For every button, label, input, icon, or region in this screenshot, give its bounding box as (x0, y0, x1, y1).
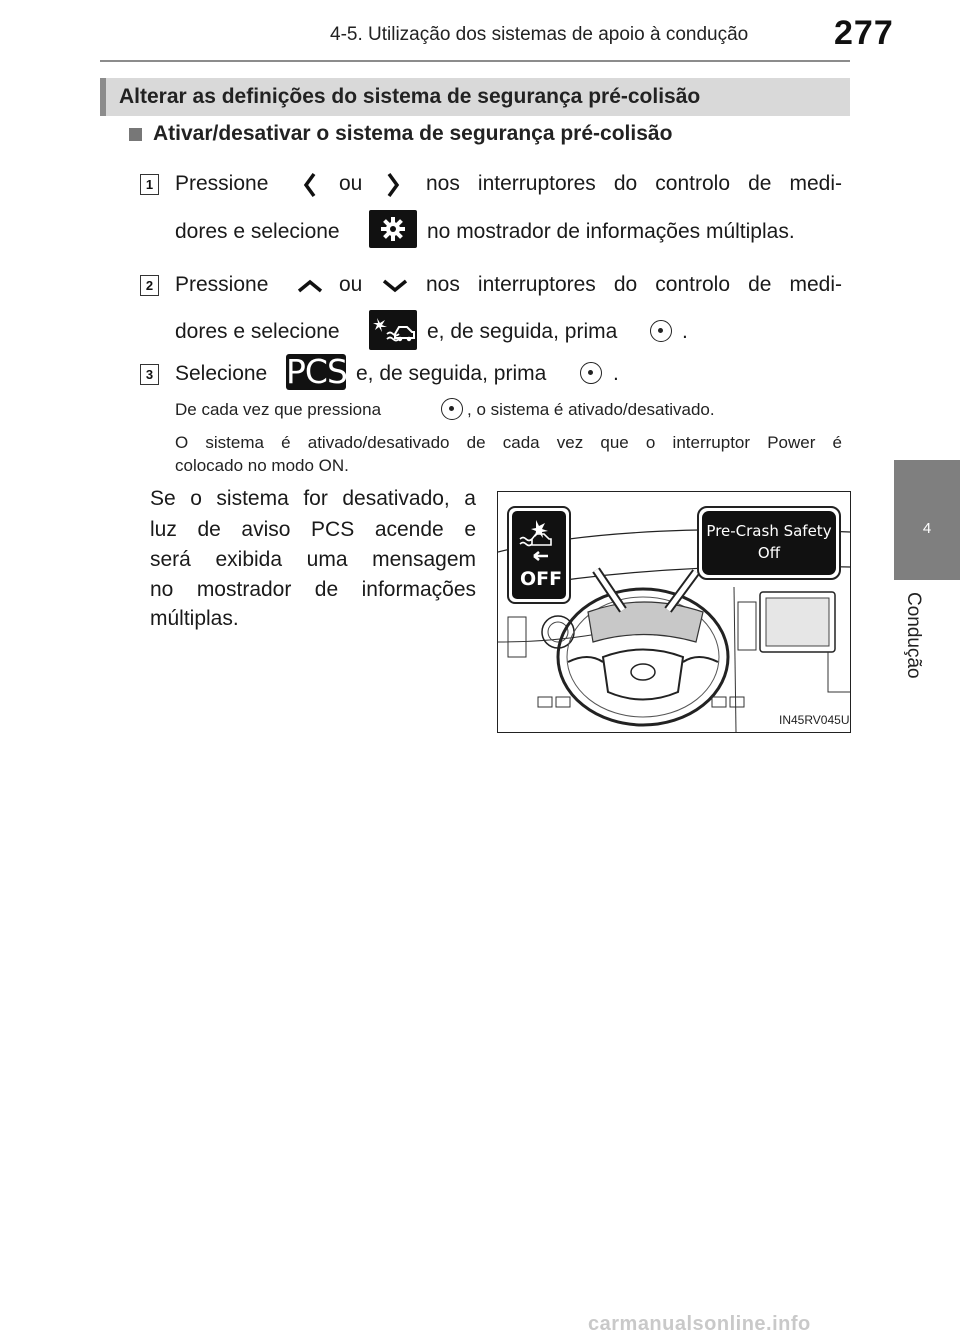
step-number-1: 1 (140, 174, 159, 195)
pcs-icon: PCS (286, 352, 347, 391)
note1-text-b: , o sistema é ativado/desativado. (467, 400, 715, 419)
subsection-title: Ativar/desativar o sistema de segurança pré-colisão (153, 122, 673, 145)
step2-text-a: Pressione (175, 273, 269, 296)
paragraph-line: múltiplas. (150, 607, 239, 630)
paragraph-line: será exibida uma mensagem (150, 548, 476, 571)
message-line2: Off (757, 544, 781, 562)
enter-button-icon (650, 320, 672, 342)
paragraph-line: luz de aviso PCS acende e (150, 518, 476, 541)
step2-text-b: ou (339, 273, 363, 296)
page-number: 277 (834, 14, 894, 52)
step2-text-c: nos interruptores do controlo de medi- (426, 273, 842, 296)
enter-button-icon (441, 398, 463, 420)
step1-text-d: dores e selecione (175, 220, 340, 243)
step1-text-c: nos interruptores do controlo de medi- (426, 172, 842, 195)
header-divider (100, 60, 850, 62)
section-heading-accent (100, 78, 106, 116)
step2-text-e: e, de seguida, prima (427, 320, 618, 343)
step-number-2: 2 (140, 275, 159, 296)
paragraph-line: no mostrador de informações (150, 578, 476, 601)
enter-button-icon (580, 362, 602, 384)
step1-text-e: no mostrador de informações múltiplas. (427, 220, 795, 243)
dashboard-illustration (497, 491, 851, 733)
step3-text-a: Selecione (175, 362, 268, 385)
subheading-square-icon (129, 128, 142, 141)
step3-text-c: . (613, 362, 619, 385)
header-section-path: 4-5. Utilização dos sistemas de apoio à condução (330, 24, 749, 45)
chapter-label: Condução (903, 592, 924, 679)
step1-text-b: ou (339, 172, 363, 195)
note2-line2: colocado no modo ON. (175, 456, 349, 475)
paragraph-line: Se o sistema for desativado, a (150, 487, 476, 510)
chevron-left-icon (302, 171, 318, 199)
section-title: Alterar as definições do sistema de segurança pré-colisão (119, 85, 701, 108)
footer-watermark: carmanualsonline.info (588, 1313, 811, 1335)
step2-text-f: . (682, 320, 688, 343)
message-line1: Pre-Crash Safety (706, 522, 832, 540)
chevron-up-icon (296, 278, 324, 294)
step-number-3: 3 (140, 364, 159, 385)
step2-text-d: dores e selecione (175, 320, 340, 343)
gear-icon (369, 210, 417, 248)
pre-collision-icon (369, 310, 417, 350)
chapter-number: 4 (922, 520, 932, 537)
note2-line1: O sistema é ativado/desativado de cada vez que o interruptor Power é (175, 433, 842, 452)
indicator-off-label: OFF (519, 568, 563, 590)
chevron-down-icon (381, 278, 409, 294)
step3-text-b: e, de seguida, prima (356, 362, 547, 385)
illustration-code: IN45RV045U (779, 713, 850, 727)
step1-text-a: Pressione (175, 172, 269, 195)
note1-text-a: De cada vez que pressiona (175, 400, 382, 419)
chevron-right-icon (385, 171, 401, 199)
